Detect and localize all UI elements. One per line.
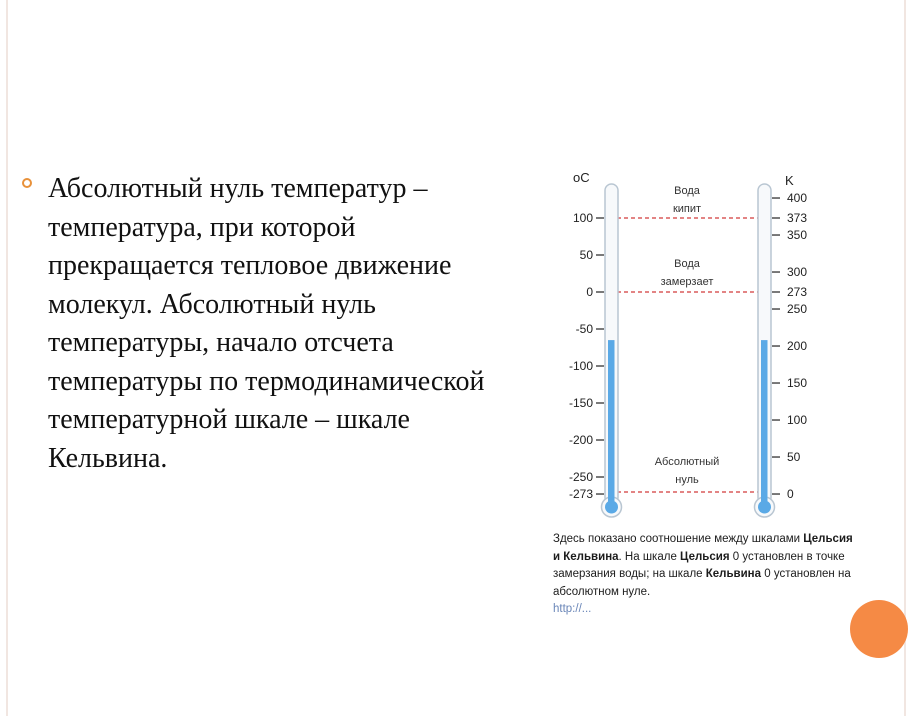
celsius-tick-label: -100 [568,359,593,373]
zero-label-2: нуль [675,474,699,486]
celsius-tick-label: 50 [579,248,593,262]
celsius-unit-label: oC [573,170,590,185]
thermometer-svg [549,152,859,532]
kelvin-tick-label: 300 [787,265,808,280]
caption-bold-1: Цельсия и Кельвина [553,533,853,563]
kelvin-tick-label: 150 [787,376,808,391]
celsius-tick-label: -200 [568,433,593,447]
celsius-scale [569,211,604,501]
caption-bold-2: Цельсия [680,550,730,563]
kelvin-tick-label: 273 [787,285,808,299]
kelvin-tick-label: 200 [787,339,808,354]
kelvin-tick-label: 400 [787,191,808,206]
celsius-tick-label: -250 [568,470,593,484]
celsius-tick-label: -50 [575,322,593,336]
kelvin-tick-label: 100 [787,413,808,428]
celsius-fill [608,340,615,507]
caption-text-3: 0 установлен в точке замерзания воды; на шкале [553,550,845,580]
kelvin-tick-label: 50 [787,450,801,465]
celsius-tick-label: -273 [568,487,593,502]
decorative-circle [850,600,908,658]
bullet-icon [22,178,32,188]
caption-text-1: Здесь показано соотношение между шкалами [553,533,804,545]
body-paragraph: Абсолютный нуль температур – температура, при которой прекращается тепловое движение молекул. Абсолютный нуль температуры, начало отсчета температуры по термодинамической температурной шкале – шкале Кельвина. [48,173,485,474]
kelvin-tick-label: 250 [787,302,808,317]
freeze-label-1: Вода [674,258,700,270]
freeze-label-2: замерзает [660,276,714,288]
kelvin-fill [761,340,768,507]
kelvin-tick-label: 350 [787,228,808,243]
celsius-tick-label: -150 [568,396,593,410]
celsius-tick-label: 100 [572,211,593,225]
figure-caption [553,531,853,615]
kelvin-unit-label: K [785,173,794,188]
caption-text-2: . На шкале [618,550,681,563]
caption-text-4: 0 установлен на абсолютном нуле. [553,568,851,598]
kelvin-scale [772,191,807,501]
celsius-tick-label: 0 [586,285,593,299]
celsius-bulb [605,501,618,514]
zero-label-1: Абсолютный [654,456,720,468]
boil-label-2: кипит [672,203,702,215]
kelvin-bulb [758,501,771,514]
kelvin-tick-label: 0 [787,487,794,502]
boil-label-1: Вода [674,185,700,197]
caption-bold-3: Кельвина [705,568,762,580]
kelvin-tick-label: 373 [787,211,808,225]
caption-url[interactable]: http://... [553,603,592,615]
